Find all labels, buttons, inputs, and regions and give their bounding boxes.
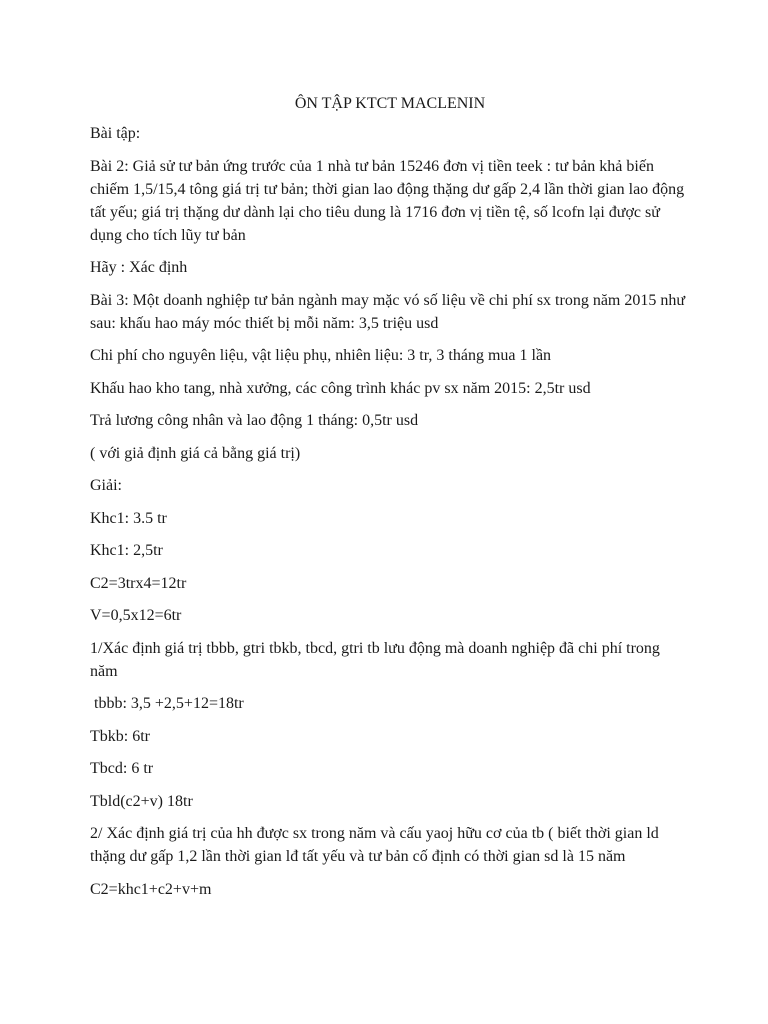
paragraph-chi-phi-nguyen-lieu: Chi phí cho nguyên liệu, vật liệu phụ, nhiên liệu: 3 tr, 3 tháng mua 1 lần — [90, 347, 552, 364]
document-title: ÔN TẬP KTCT MACLENIN — [294, 95, 486, 112]
paragraph-khc1-a: Khc1: 3.5 tr — [90, 509, 167, 527]
paragraph-bai-2: Bài 2: Giả sử tư bản ứng trước của 1 nhà tư bản 15246 đơn vị tiền teek : tư bản khả biến chiếm 1,5/15,4 tông giá trị tư bản; thời gian lao động thặng dư gấp 2,4 lần thời gian lao động tất yếu; giá trị thặng dư dành lại cho tiêu dung là 1716 đơn vị tiền tệ, số lcofn lại được sử dụng cho tích lũy tư bản — [90, 157, 689, 244]
document-page — [90, 92, 690, 910]
paragraph-tbkb: Tbkb: 6tr — [90, 727, 150, 745]
paragraph-c2: C2=3trx4=12tr — [90, 574, 187, 592]
paragraph-hay-xac-dinh: Hãy : Xác định — [90, 259, 188, 276]
paragraph-bai-3: Bài 3: Một doanh nghiệp tư bản ngành may mặc vó số liệu về chi phí sx trong năm 2015 như sau: khấu hao máy móc thiết bị mỗi năm: 3,5 triệu usd — [90, 291, 690, 332]
paragraph-khc1-b: Khc1: 2,5tr — [90, 542, 163, 559]
paragraph-tbld: Tbld(c2+v) 18tr — [90, 792, 193, 810]
paragraph-khau-hao-kho: Khấu hao kho tang, nhà xưởng, các công trình khác pv sx năm 2015: 2,5tr usd — [90, 379, 591, 397]
paragraph-c2-formula: C2=khc1+c2+v+m — [90, 880, 212, 898]
paragraph-question-2: 2/ Xác định giá trị của hh được sx trong năm và cấu yaoj hữu cơ của tb ( biết thời gian ld thặng dư gấp 1,2 lần thời gian lđ tất yếu và tư bản cố định có thời gian sd là 15 năm — [90, 825, 663, 865]
paragraph-tbbb: tbbb: 3,5 +2,5+12=18tr — [90, 695, 244, 712]
paragraph-giai: Giải: — [90, 477, 122, 494]
paragraph-bai-tap: Bài tập: — [90, 125, 141, 142]
document-body — [90, 122, 690, 901]
paragraph-v: V=0,5x12=6tr — [90, 607, 182, 624]
paragraph-tra-luong: Trả lương công nhân và lao động 1 tháng: 0,5tr usd — [90, 412, 419, 429]
paragraph-gia-dinh: ( với giả định giá cả bằng giá trị) — [90, 444, 301, 462]
paragraph-question-1: 1/Xác định giá trị tbbb, gtri tbkb, tbcd, gtri tb lưu động mà doanh nghiệp đã chi phí trong năm — [90, 639, 664, 680]
paragraph-tbcd: Tbcd: 6 tr — [90, 760, 154, 777]
